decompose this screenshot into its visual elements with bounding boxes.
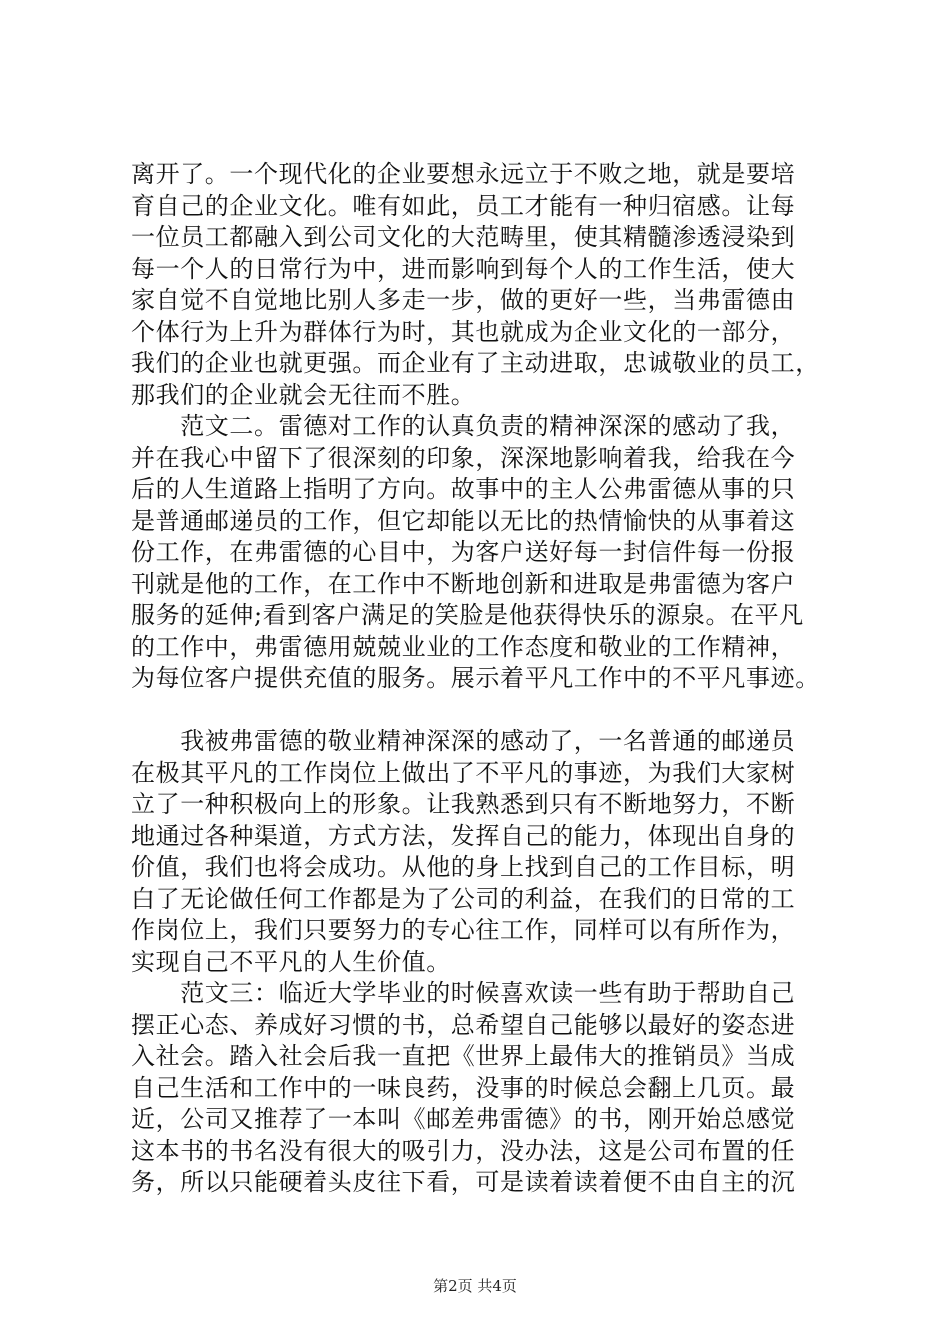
text-line: 家自觉不自觉地比别人多走一步，做的更好一些，当弗雷德由 (131, 286, 796, 314)
text-line: 价值，我们也将会成功。从他的身上找到自己的工作目标，明 (131, 853, 796, 881)
text-line: 我被弗雷德的敬业精神深深的感动了，一名普通的邮递员 (131, 727, 796, 755)
text-line: 我们的企业也就更强。而企业有了主动进取，忠诚敬业的员工， (131, 349, 820, 377)
text-line: 入社会。踏入社会后我一直把《世界上最伟大的推销员》当成 (131, 1042, 796, 1070)
text-line: 那我们的企业就会无往而不胜。 (131, 380, 476, 409)
text-line: 自己生活和工作中的一味良药，没事的时候总会翻上几页。最 (131, 1073, 796, 1102)
text-line: 为每位客户提供充值的服务。展示着平凡工作中的不平凡事迹。 (131, 664, 820, 692)
text-line: 是普通邮递员的工作，但它却能以无比的热情愉快的从事着这 (131, 506, 796, 535)
paragraph-4 (131, 978, 851, 1199)
text-line: 育自己的企业文化。唯有如此，员工才能有一种归宿感。让每 (131, 191, 796, 220)
text-line: 个体行为上升为群体行为时，其也就成为企业文化的一部分， (131, 317, 796, 346)
text-line: 每一个人的日常行为中，进而影响到每个人的工作生活，使大 (131, 254, 796, 283)
text-line: 作岗位上，我们只要努力的专心往工作，同样可以有所作为， (131, 916, 796, 944)
paragraph-3 (131, 726, 851, 978)
text-line: 服务的延伸;看到客户满足的笑脸是他获得快乐的源泉。在平凡 (131, 601, 804, 629)
text-line: 离开了。一个现代化的企业要想永远立于不败之地，就是要培 (131, 160, 796, 188)
text-line: 的工作中，弗雷德用兢兢业业的工作态度和敬业的工作精神， (131, 632, 796, 661)
text-line: 在极其平凡的工作岗位上做出了不平凡的事迹，为我们大家树 (131, 758, 796, 787)
text-line: 份工作，在弗雷德的心目中，为客户送好每一封信件每一份报 (131, 538, 796, 566)
text-line: 地通过各种渠道，方式方法，发挥自己的能力，体现出自身的 (131, 821, 796, 850)
text-line: 范文二。雷德对工作的认真负责的精神深深的感动了我， (131, 412, 796, 440)
paragraph-2 (131, 411, 851, 695)
paragraph-spacer (131, 695, 851, 727)
text-line: 后的人生道路上指明了方向。故事中的主人公弗雷德从事的只 (131, 475, 796, 503)
text-line: 立了一种积极向上的形象。让我熟悉到只有不断地努力，不断 (131, 790, 796, 818)
text-line: 范文三：临近大学毕业的时候喜欢读一些有助于帮助自己 (131, 979, 796, 1007)
body-text (131, 159, 851, 1199)
paragraph-1 (131, 159, 851, 411)
text-line: 近，公司又推荐了一本叫《邮差弗雷德》的书，刚开始总感觉 (131, 1105, 796, 1133)
text-line: 务，所以只能硬着头皮往下看，可是读着读着便不由自主的沉 (131, 1168, 796, 1196)
page-footer: 第2页 共4页 (433, 1277, 517, 1295)
text-line: 一位员工都融入到公司文化的大范畴里，使其精髓渗透浸染到 (131, 223, 796, 251)
text-line: 并在我心中留下了很深刻的印象，深深地影响着我，给我在今 (131, 443, 796, 472)
text-line: 这本书的书名没有很大的吸引力，没办法，这是公司布置的任 (131, 1136, 796, 1165)
text-line: 刊就是他的工作，在工作中不断地创新和进取是弗雷德为客户 (131, 569, 796, 598)
text-line: 实现自己不平凡的人生价值。 (131, 947, 451, 976)
text-line: 白了无论做任何工作都是为了公司的利益，在我们的日常的工 (131, 884, 796, 913)
text-line: 摆正心态、养成好习惯的书，总希望自己能够以最好的姿态进 (131, 1010, 796, 1039)
